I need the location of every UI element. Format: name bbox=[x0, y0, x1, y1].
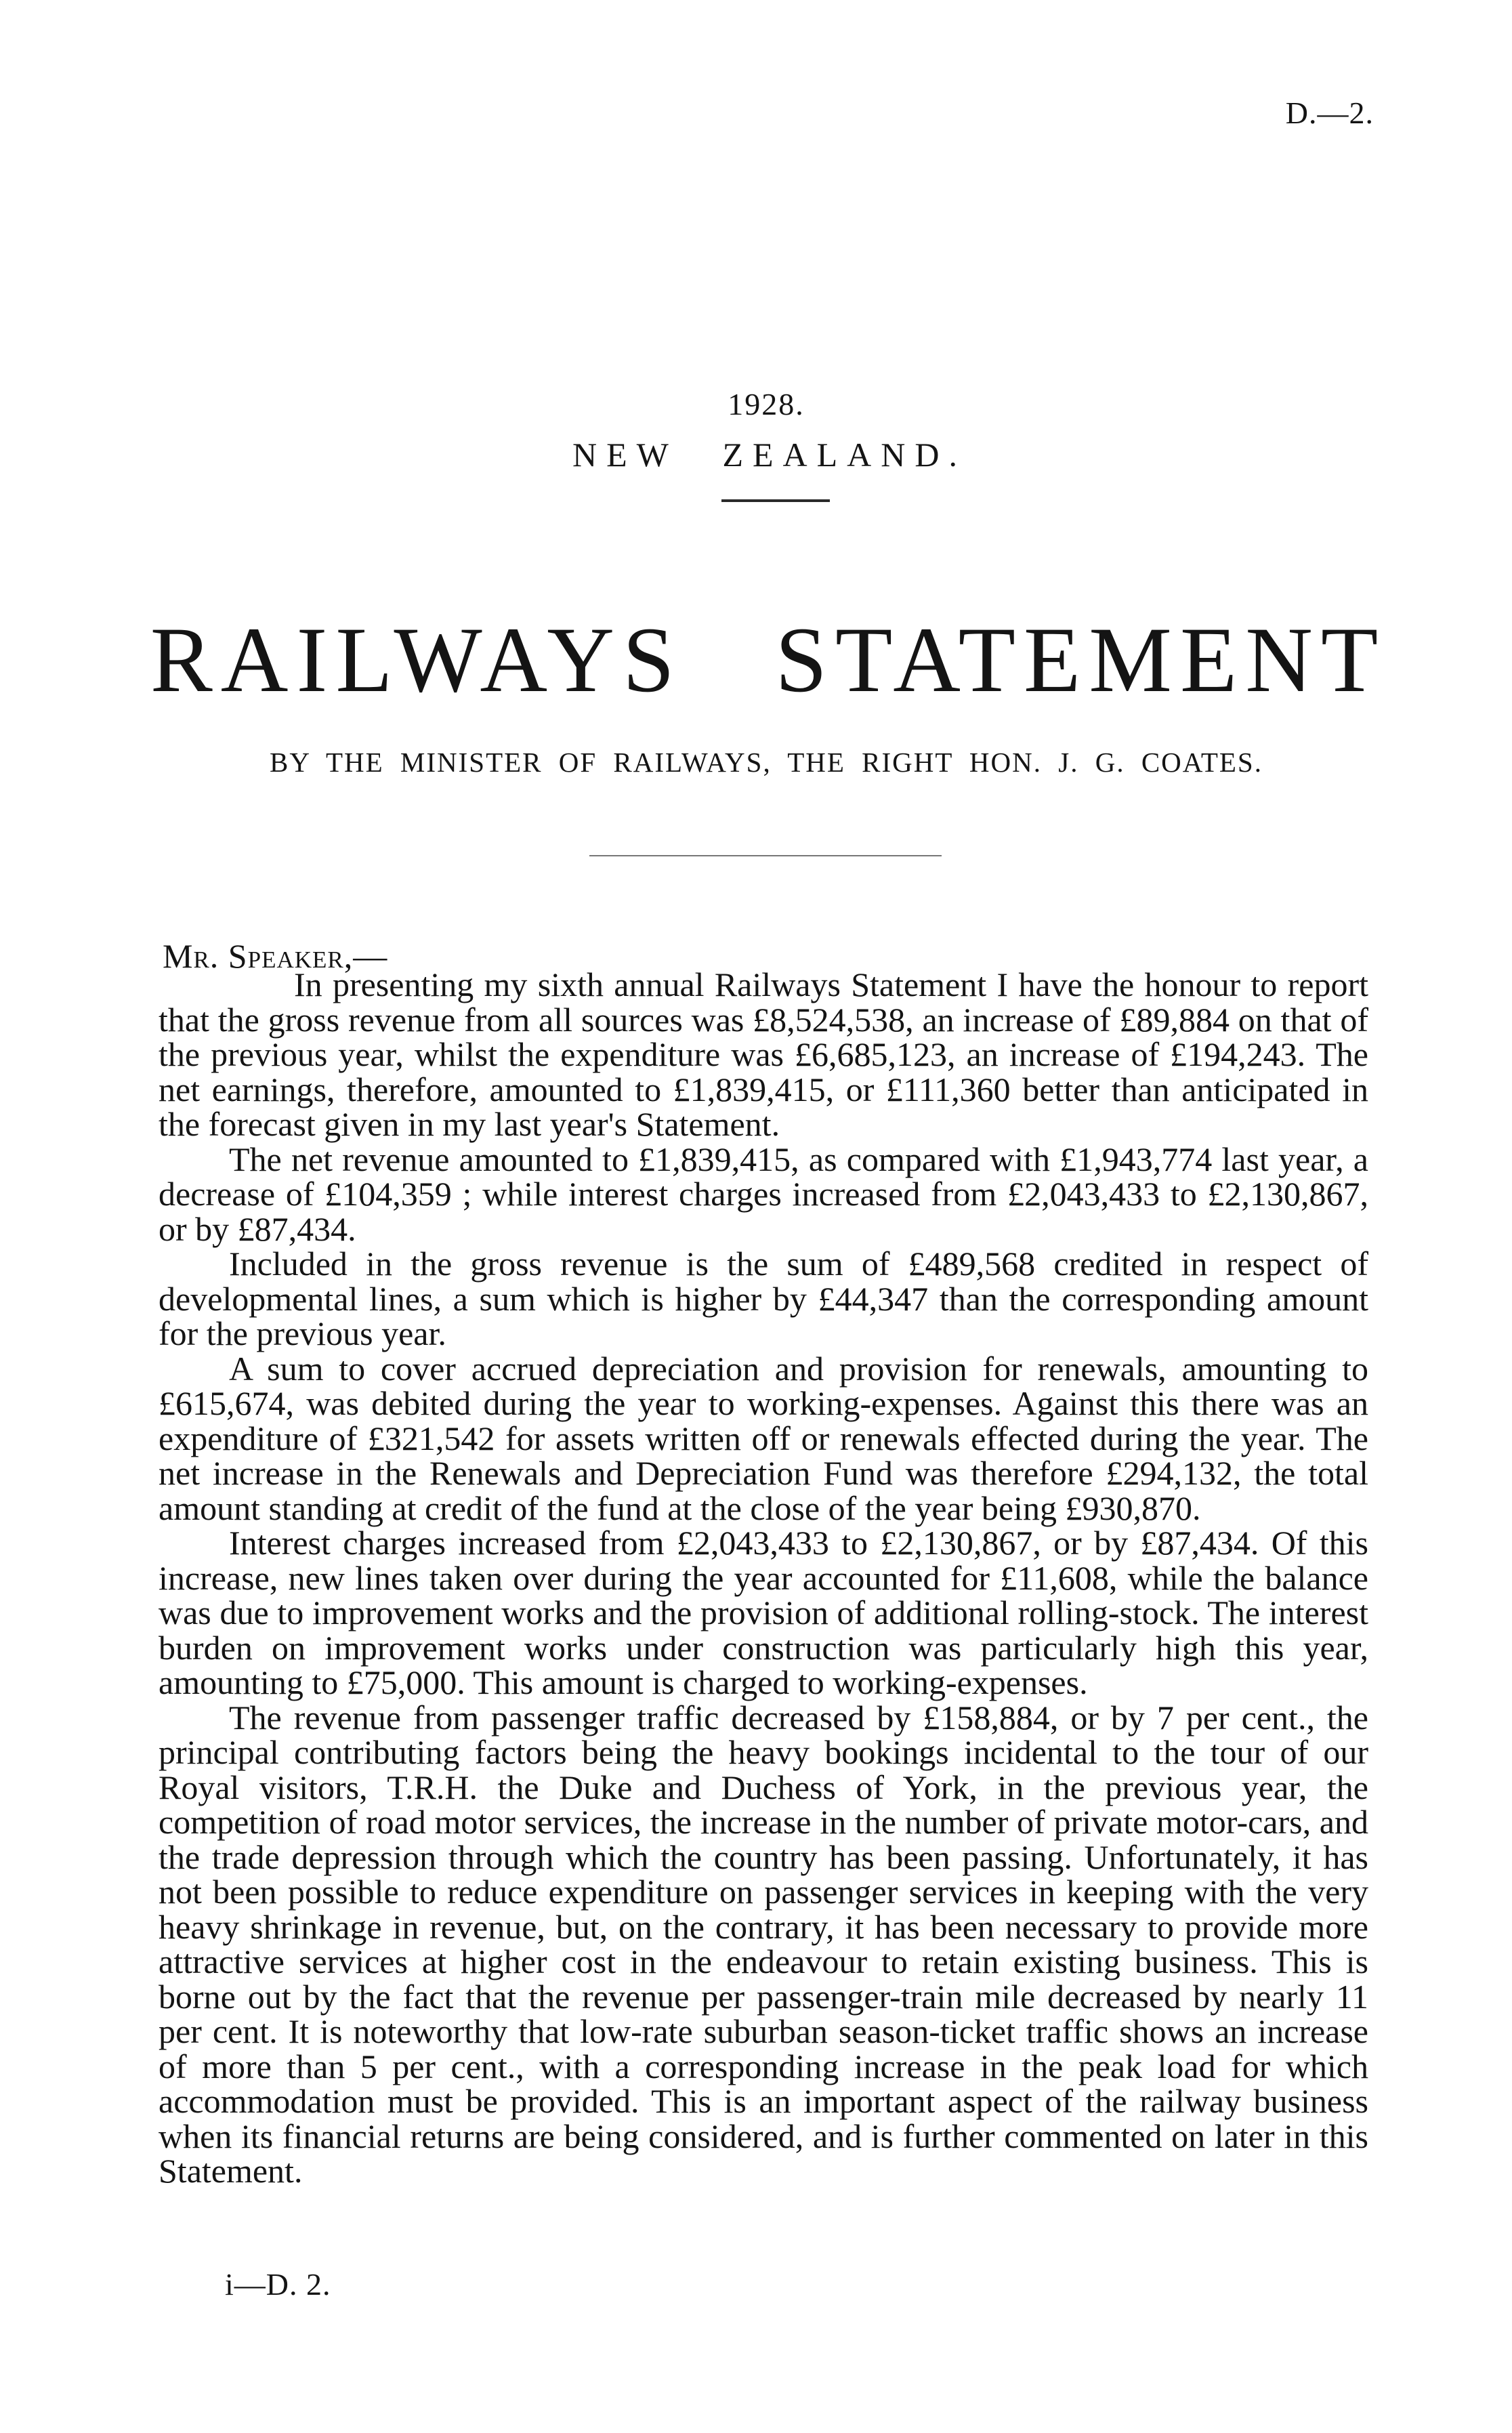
footer-reference: i—D. 2. bbox=[225, 2267, 331, 2302]
paragraph: Interest charges increased from £2,043,433 to £2,130,867, or by £87,434. Of this increase, new lines taken over during the year accounted for £11,608, while the balance was due to improvement works and the provision of additional rolling-stock. The interest burden on improvement works under construction was particularly high this year, amounting to £75,000. This amount is charged to working-expenses. bbox=[159, 1524, 1368, 1701]
document-reference: D.—2. bbox=[1285, 96, 1374, 130]
heading-divider bbox=[721, 499, 830, 502]
paragraph: The net revenue amounted to £1,839,415, as compared with £1,943,774 last year, a decrease of £104,359 ; while interest charges increased from £2,043,433 to £2,130,867, or by £87,434. bbox=[159, 1140, 1368, 1248]
statement-body bbox=[159, 965, 1368, 2190]
country-heading: NEW ZEALAND. bbox=[572, 436, 967, 474]
paragraph: In presenting my sixth annual Railways Statement I have the honour to report that the gross revenue from all sources was £8,524,538, an increase of £89,884 on that of the previous year, whilst the expenditure was £6,685,123, an increase of £194,243. The net earnings, therefore, amounted to £1,839,415, or £111,360 better than anticipated in the forecast given in my last year's Statement. bbox=[159, 965, 1368, 1143]
salutation: Mr. Speaker,— bbox=[163, 937, 388, 975]
page-title: RAILWAYS STATEMENT bbox=[150, 608, 1387, 711]
paragraph: The revenue from passenger traffic decreased by £158,884, or by 7 per cent., the principal contributing factors being the heavy bookings incidental to the tour of our Royal visitors, T.R.H. the Duke and Duchess of York, in the previous year, the competition of road motor services, the increase in the number of private motor-cars, and the trade depression through which the country has been passing. Unfortunately, it has not been possible to reduce expenditure on passenger services in keeping with the very heavy shrinkage in revenue, but, on the contrary, it has been necessary to provide more attractive services at higher cost in the endeavour to retain existing business. This is borne out by the fact that the revenue per passenger-train mile decreased by nearly 11 per cent. It is noteworthy that low-rate suburban season-ticket traffic shows an increase of more than 5 per cent., with a corresponding increase in the peak load for which accommodation must be provided. This is an important aspect of the railway business when its financial returns are being considered, and is further commented on later in this Statement. bbox=[159, 1698, 1368, 2190]
paragraph: A sum to cover accrued depreciation and provision for renewals, amounting to £615,674, was debited during the year to working-expenses. Against this there was an expenditure of £321,542 for assets written off or renewals effected during the year. The net increase in the Renewals and Depreciation Fund was therefore £294,132, the total amount standing at credit of the fund at the close of the year being £930,870. bbox=[159, 1349, 1368, 1527]
page-subtitle: BY THE MINISTER OF RAILWAYS, THE RIGHT HON. J. G. COATES. bbox=[270, 747, 1263, 778]
paragraph: Included in the gross revenue is the sum of £489,568 credited in respect of developmental lines, a sum which is higher by £44,347 than the corresponding amount for the previous year. bbox=[159, 1245, 1368, 1352]
document-year: 1928. bbox=[728, 387, 805, 421]
title-divider bbox=[589, 855, 942, 856]
